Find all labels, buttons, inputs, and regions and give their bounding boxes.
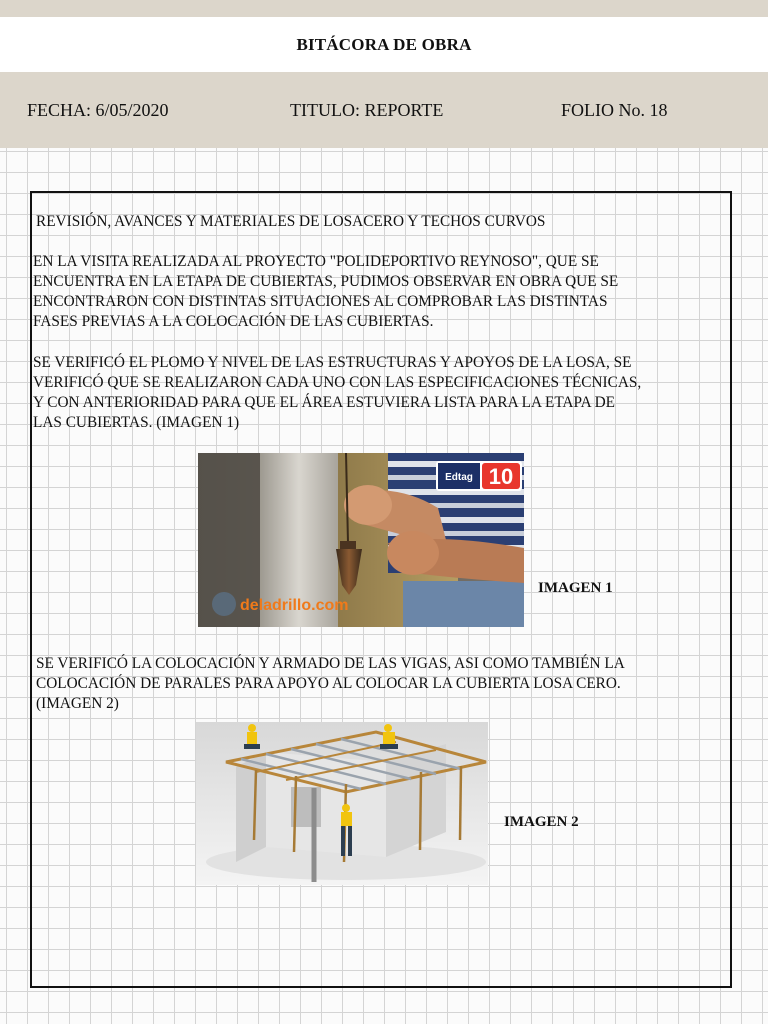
section-heading: REVISIÓN, AVANCES Y MATERIALES DE LOSACERO Y TECHOS CURVOS (36, 213, 546, 230)
paragraph-beams: SE VERIFICÓ LA COLOCACIÓN Y ARMADO DE LAS VIGAS, ASI COMO TAMBIÉN LA COLOCACIÓN DE PARALES PARA APOYO AL COLOCAR LA CUBIERTA LOSA CERO. (IMAGEN 2) (36, 655, 625, 712)
top-strip (0, 0, 768, 17)
title-bar (0, 17, 768, 72)
watermark-text: deladrillo.com (240, 597, 349, 614)
paragraph-verification: SE VERIFICÓ EL PLOMO Y NIVEL DE LAS ESTRUCTURAS Y APOYOS DE LA LOSA, SE VERIFICÓ QUE SE REALIZARON CADA UNO CON LAS ESPECIFICACIONES TÉCNICAS, Y CON ANTERIORIDAD PARA QUE EL ÁREA ESTUVIERA LISTA PARA LA ETAPA DE LAS CUBIERTAS. (IMAGEN 1) (33, 354, 642, 431)
paragraph-visit: EN LA VISITA REALIZADA AL PROYECTO "POLIDEPORTIVO REYNOSO", QUE SE ENCUENTRA EN LA ETAPA DE CUBIERTAS, PUDIMOS OBSERVAR EN OBRA QUE SE ENCONTRARON CON DISTINTAS SITUACIONES AL COMPROBAR LAS DISTINTAS FASES PREVIAS A LA COLOCACIÓN DE LAS CUBIERTAS. (33, 253, 619, 330)
date-field: FECHA: 6/05/2020 (27, 100, 169, 120)
page-title: BITÁCORA DE OBRA (296, 34, 472, 54)
image-1-plumb-bob-photo (198, 453, 524, 627)
report-title-field: TITULO: REPORTE (290, 100, 444, 120)
meta-bar (0, 72, 768, 148)
folio-field: FOLIO No. 18 (561, 100, 668, 120)
image-2-formwork-illustration (196, 722, 488, 885)
image-1-caption: IMAGEN 1 (538, 580, 613, 596)
image-2-caption: IMAGEN 2 (504, 814, 579, 830)
badge-number: 10 (488, 464, 514, 489)
badge-label: Edtag (445, 472, 473, 483)
